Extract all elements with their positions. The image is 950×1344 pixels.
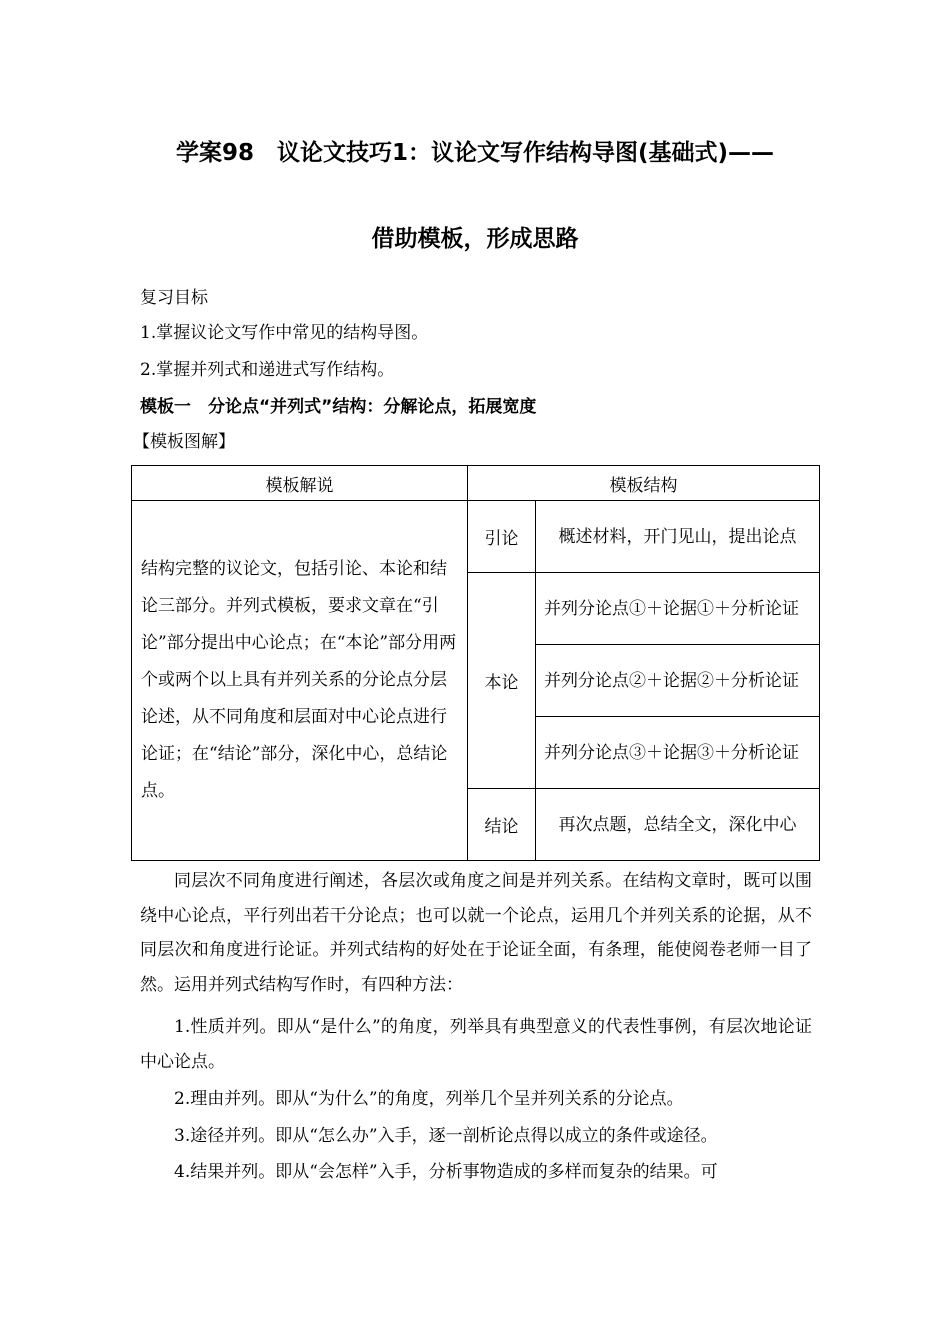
method-item: 4.结果并列。即从“会怎样”入手，分析事物造成的多样而复杂的结果。可 [174, 1162, 718, 1182]
structure-cell: 并列分论点②＋论据②＋分析论证 [536, 645, 820, 717]
template-table [131, 465, 820, 861]
page-title: 学案98 议论文技巧1：议论文写作结构导图(基础式)—— [175, 140, 775, 166]
table-header: 模板解说 [132, 466, 468, 501]
method-item: 1.性质并列。即从“是什么”的角度，列举具有典型意义的代表性事例，有层次地论证中心论点。 [140, 1017, 812, 1072]
structure-cell: 并列分论点③＋论据③＋分析论证 [536, 717, 820, 789]
section-label-conclusion: 结论 [468, 789, 536, 861]
template-explanation: 结构完整的议论文，包括引论、本论和结论三部分。并列式模板，要求文章在“引论”部分提出中心论点；在“本论”部分用两个或两个以上具有并列关系的分论点分层论述，从不同角度和层面对中心论点进行论证；在“结论”部分，深化中心，总结论点。 [132, 501, 468, 861]
template-heading: 模板一 分论点“并列式”结构：分解论点，拓展宽度 [140, 397, 537, 417]
objective-item: 1.掌握议论文写作中常见的结构导图。 [140, 323, 429, 343]
body-paragraph: 同层次不同角度进行阐述，各层次或角度之间是并列关系。在结构文章时，既可以围绕中心论点，平行列出若干分论点；也可以就一个论点，运用几个并列关系的论据，从不同层次和角度进行论证。并列式结构的好处在于论证全面，有条理，能使阅卷老师一目了然。运用并列式结构写作时，有四种方法： [140, 871, 812, 995]
objective-item: 2.掌握并列式和递进式写作结构。 [140, 360, 395, 380]
structure-cell: 再次点题，总结全文，深化中心 [536, 789, 820, 861]
objectives-heading: 复习目标 [140, 288, 208, 308]
structure-cell: 概述材料，开门见山，提出论点 [536, 501, 820, 573]
table-header: 模板结构 [468, 466, 820, 501]
method-item: 2.理由并列。即从“为什么”的角度，列举几个呈并列关系的分论点。 [174, 1089, 684, 1109]
diagram-label: 【模板图解】 [133, 432, 235, 452]
page-subtitle: 借助模板，形成思路 [371, 226, 579, 252]
structure-cell: 并列分论点①＋论据①＋分析论证 [536, 573, 820, 645]
method-item: 3.途径并列。即从“怎么办”入手，逐一剖析论点得以成立的条件或途径。 [174, 1126, 718, 1146]
section-label-intro: 引论 [468, 501, 536, 573]
section-label-body: 本论 [468, 573, 536, 789]
